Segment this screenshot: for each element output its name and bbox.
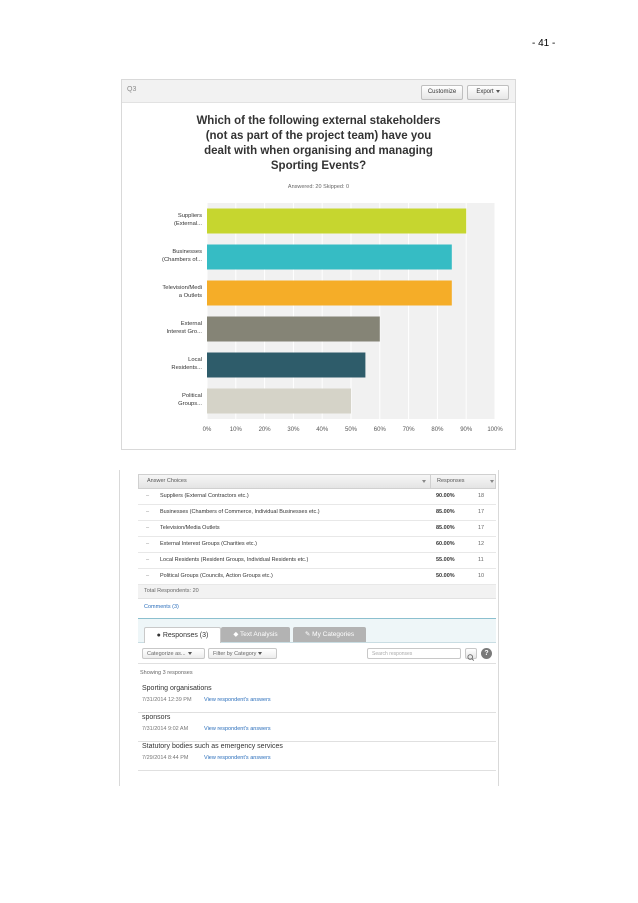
question-title-line: (not as part of the project team) have you (205, 130, 432, 142)
table-row[interactable] (138, 569, 496, 585)
answer-percent: 90.00% (436, 493, 455, 499)
answer-count: 18 (478, 493, 485, 499)
bar (207, 389, 351, 414)
bar (207, 209, 466, 234)
answer-percent: 85.00% (436, 509, 455, 515)
x-tick-label: 70% (402, 427, 415, 433)
chevron-down-icon (258, 652, 262, 655)
response-text: Sporting organisations (142, 685, 212, 692)
tab-my-categories[interactable] (293, 627, 366, 642)
question-chart-panel (121, 79, 516, 450)
page-number: - 41 - (532, 38, 556, 49)
response-text: Statutory bodies such as emergency services (142, 743, 283, 750)
answer-percent: 50.00% (436, 573, 455, 579)
response-date: 7/31/2014 9:02 AM (142, 726, 189, 732)
list-item (138, 714, 496, 742)
answer-percent: 55.00% (436, 557, 455, 563)
question-title-line: Sporting Events? (270, 160, 367, 172)
x-tick-label: 60% (373, 427, 386, 433)
answer-label: External Interest Groups (Charities etc.) (160, 541, 257, 547)
answer-table (138, 474, 496, 599)
sort-caret-icon[interactable] (422, 480, 426, 483)
answer-count: 10 (478, 573, 485, 579)
answer-label: Political Groups (Councils, Action Groups etc.) (160, 573, 273, 579)
comments-link[interactable]: Comments (3) (144, 604, 179, 610)
sort-caret-icon[interactable] (490, 480, 494, 483)
x-tick-label: 40% (316, 427, 329, 433)
search-button[interactable] (465, 648, 477, 659)
results-panel (119, 470, 499, 786)
answered-skipped-stats: Answered: 20 Skipped: 0 (287, 184, 350, 190)
answer-label: Television/Media Outlets (160, 525, 220, 531)
table-row[interactable] (138, 537, 496, 553)
showing-count: Showing 3 responses (140, 670, 193, 676)
filter-label: Filter by Category (213, 651, 257, 657)
table-row[interactable] (138, 489, 496, 505)
answer-count: 11 (478, 557, 484, 563)
question-title-line: dealt with when organising and managing (204, 145, 433, 157)
bar-chart (122, 198, 515, 443)
expand-dash-icon[interactable]: – (146, 493, 150, 499)
view-respondent-answers-link[interactable]: View respondent's answers (204, 755, 271, 761)
x-tick-label: 80% (431, 427, 444, 433)
question-id: Q3 (127, 86, 137, 93)
table-row[interactable] (138, 521, 496, 537)
y-category-label: Television/Medi (162, 285, 202, 291)
total-respondents: Total Respondents: 20 (144, 588, 199, 594)
table-row[interactable] (138, 505, 496, 521)
y-category-label: (External... (173, 221, 202, 227)
answer-label: Businesses (Chambers of Commerce, Individual Businesses etc.) (160, 509, 320, 515)
y-category-label: Political (182, 393, 202, 399)
y-category-label: Local (188, 357, 202, 363)
responses-header[interactable]: Responses (437, 478, 465, 484)
bar (207, 317, 380, 342)
y-category-label: External (180, 321, 202, 327)
response-date: 7/29/2014 8:44 PM (142, 755, 189, 761)
chevron-down-icon (496, 90, 500, 93)
view-respondent-answers-link[interactable]: View respondent's answers (204, 697, 271, 703)
categorize-dropdown[interactable] (142, 648, 205, 659)
panel-header (122, 80, 515, 103)
y-category-label: Residents... (171, 365, 202, 371)
x-tick-label: 90% (460, 427, 473, 433)
expand-dash-icon[interactable]: – (146, 525, 150, 531)
y-category-label: Groups... (178, 401, 202, 407)
answer-percent: 85.00% (436, 525, 455, 531)
response-text: sponsors (142, 714, 171, 721)
search-input[interactable]: Search responses (367, 648, 461, 659)
export-button[interactable] (467, 85, 509, 100)
export-label: Export (476, 89, 494, 95)
table-row[interactable] (138, 553, 496, 569)
tab-responses[interactable] (144, 627, 221, 643)
x-tick-label: 20% (258, 427, 271, 433)
expand-dash-icon[interactable]: – (146, 541, 150, 547)
tab-my-categories-label: My Categories (312, 631, 355, 638)
answer-count: 17 (478, 509, 485, 515)
list-item (138, 743, 496, 771)
y-category-label: a Outlets (178, 293, 202, 299)
search-icon (466, 653, 476, 662)
tab-text-analysis-label: Text Analysis (240, 631, 278, 638)
y-category-label: Businesses (172, 249, 202, 255)
question-title (122, 114, 515, 174)
answer-count: 17 (478, 525, 485, 531)
filter-by-category-dropdown[interactable] (208, 648, 277, 659)
chevron-down-icon (188, 652, 192, 655)
x-tick-label: 100% (487, 427, 503, 433)
question-title-line: Which of the following external stakeholders (196, 115, 441, 127)
y-category-label: Suppliers (177, 213, 202, 219)
x-tick-label: 50% (344, 427, 358, 433)
response-date: 7/31/2014 12:39 PM (142, 697, 192, 703)
answer-label: Suppliers (External Contractors etc.) (160, 493, 249, 499)
bar (207, 281, 452, 306)
expand-dash-icon[interactable]: – (146, 557, 150, 563)
help-icon[interactable]: ? (481, 648, 492, 659)
expand-dash-icon[interactable]: – (146, 509, 150, 515)
y-category-label: Interest Gro... (166, 329, 202, 335)
view-respondent-answers-link[interactable]: View respondent's answers (204, 726, 271, 732)
customize-button[interactable] (421, 85, 463, 100)
expand-dash-icon[interactable]: – (146, 573, 150, 579)
speech-bubble-icon: ◆ (233, 631, 241, 638)
list-item (138, 685, 496, 713)
answer-count: 12 (478, 541, 485, 547)
bar (207, 353, 365, 378)
answer-choices-header[interactable]: Answer Choices (147, 478, 187, 484)
categorize-label: Categorize as... (147, 651, 186, 657)
tag-icon: ✎ (304, 631, 313, 638)
filter-bar (138, 643, 496, 664)
x-tick-label: 10% (229, 427, 242, 433)
answer-table-header (138, 474, 496, 489)
tab-bar (138, 619, 496, 643)
answer-percent: 60.00% (436, 541, 455, 547)
responses-section (138, 618, 496, 787)
answer-label: Local Residents (Resident Groups, Individual Residents etc.) (160, 557, 309, 563)
tab-text-analysis[interactable] (221, 627, 290, 642)
y-category-label: (Chambers of... (162, 257, 202, 263)
tab-responses-label: Responses (3) (162, 632, 209, 639)
total-respondents-row (138, 585, 496, 599)
speech-bubble-icon: ● (156, 632, 163, 639)
bar (207, 245, 452, 270)
customize-label: Customize (427, 89, 457, 95)
x-tick-label: 30% (287, 427, 300, 433)
x-tick-label: 0% (202, 427, 212, 433)
